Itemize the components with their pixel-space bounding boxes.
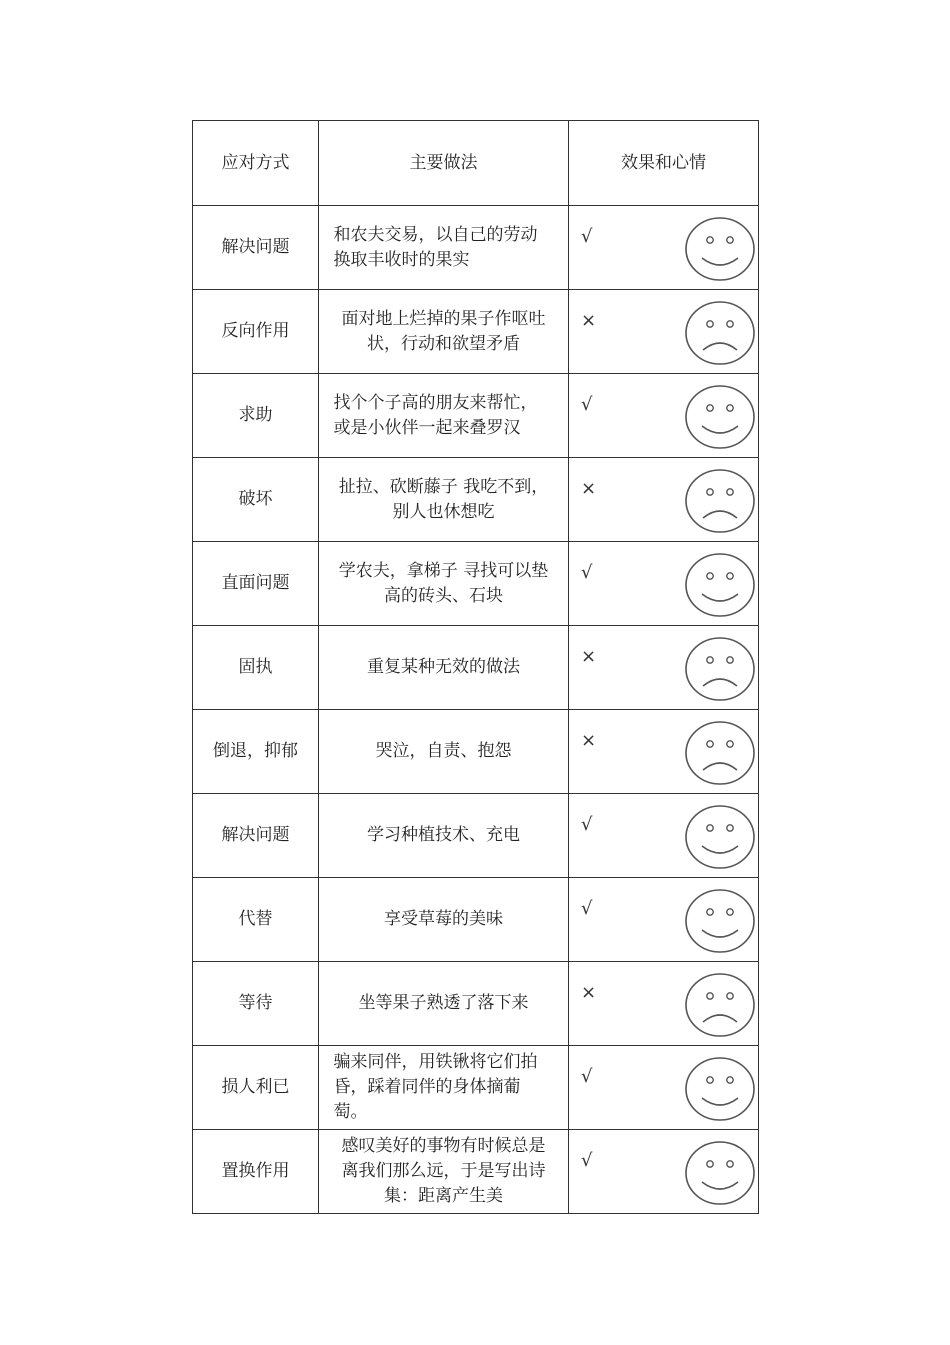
table-row — [193, 290, 759, 374]
header-effect: 效果和心情 — [569, 121, 759, 206]
strategy-cell: 代替 — [193, 878, 319, 962]
smiley-face-icon — [684, 1140, 756, 1206]
method-text: 骗来同伴，用铁锹将它们拍昏，踩着同伴的身体摘葡萄。 — [333, 1052, 538, 1122]
check-mark: √ — [581, 226, 593, 247]
check-mark: √ — [581, 814, 593, 835]
table-row — [193, 542, 759, 626]
sad-face-icon — [684, 636, 756, 702]
method-text: 找个个子高的朋友来帮忙，或是小伙伴一起来叠罗汉 — [333, 392, 538, 438]
table-row — [193, 206, 759, 290]
effect-cell — [569, 458, 759, 542]
strategy-cell: 解决问题 — [193, 794, 319, 878]
method-text: 学习种植技术、充电 — [367, 825, 520, 845]
effect-cell — [569, 542, 759, 626]
method-text: 面对地上烂掉的果子作呕吐状，行动和欲望矛盾 — [341, 308, 546, 354]
check-mark: √ — [581, 394, 593, 415]
method-cell — [319, 1046, 569, 1130]
method-cell — [319, 290, 569, 374]
method-text: 坐等果子熟透了落下来 — [358, 993, 529, 1013]
coping-strategies-table — [192, 120, 759, 1214]
method-cell — [319, 542, 569, 626]
method-text: 和农夫交易，以自己的劳动换取丰收时的果实 — [333, 224, 538, 270]
check-mark: √ — [581, 562, 593, 583]
method-text: 哭泣，自责、抱怨 — [375, 741, 512, 761]
strategy-cell: 损人利已 — [193, 1046, 319, 1130]
table-row — [193, 1130, 759, 1214]
strategy-cell: 固执 — [193, 626, 319, 710]
cross-mark: × — [581, 646, 597, 667]
cross-mark: × — [581, 478, 597, 499]
smiley-face-icon — [684, 1056, 756, 1122]
cross-mark: × — [581, 310, 597, 331]
table-row — [193, 962, 759, 1046]
method-cell — [319, 962, 569, 1046]
effect-cell — [569, 374, 759, 458]
smiley-face-icon — [684, 888, 756, 954]
strategy-cell: 反向作用 — [193, 290, 319, 374]
method-text: 重复某种无效的做法 — [367, 657, 520, 677]
effect-cell — [569, 206, 759, 290]
check-mark: √ — [581, 898, 593, 919]
table-row — [193, 626, 759, 710]
sad-face-icon — [684, 972, 756, 1038]
strategy-cell: 解决问题 — [193, 206, 319, 290]
effect-cell — [569, 794, 759, 878]
method-cell — [319, 206, 569, 290]
header-strategy: 应对方式 — [193, 121, 319, 206]
table-row — [193, 374, 759, 458]
check-mark: √ — [581, 1150, 593, 1171]
effect-cell — [569, 962, 759, 1046]
cross-mark: × — [581, 982, 597, 1003]
method-cell — [319, 374, 569, 458]
method-text: 享受草莓的美味 — [384, 909, 503, 929]
method-cell — [319, 794, 569, 878]
table-row — [193, 710, 759, 794]
check-mark: √ — [581, 1066, 593, 1087]
method-text: 学农夫，拿梯子 寻找可以垫高的砖头、石块 — [338, 560, 549, 606]
smiley-face-icon — [684, 216, 756, 282]
method-text: 扯拉、砍断藤子 我吃不到，别人也休想吃 — [338, 476, 549, 522]
method-cell — [319, 458, 569, 542]
sad-face-icon — [684, 468, 756, 534]
table-row — [193, 878, 759, 962]
method-cell — [319, 626, 569, 710]
effect-cell — [569, 710, 759, 794]
smiley-face-icon — [684, 804, 756, 870]
strategy-cell: 求助 — [193, 374, 319, 458]
cross-mark: × — [581, 730, 597, 751]
table-row — [193, 458, 759, 542]
strategy-cell: 破坏 — [193, 458, 319, 542]
method-text: 感叹美好的事物有时候总是离我们那么远，于是写出诗集：距离产生美 — [341, 1136, 546, 1206]
strategy-cell: 等待 — [193, 962, 319, 1046]
smiley-face-icon — [684, 384, 756, 450]
strategy-cell: 倒退，抑郁 — [193, 710, 319, 794]
smiley-face-icon — [684, 552, 756, 618]
strategy-cell: 置换作用 — [193, 1130, 319, 1214]
method-cell — [319, 1130, 569, 1214]
method-cell — [319, 878, 569, 962]
table-header-row — [193, 121, 759, 206]
table-row — [193, 1046, 759, 1130]
method-cell — [319, 710, 569, 794]
table-row — [193, 794, 759, 878]
effect-cell — [569, 878, 759, 962]
header-method: 主要做法 — [319, 121, 569, 206]
effect-cell — [569, 1130, 759, 1214]
sad-face-icon — [684, 300, 756, 366]
sad-face-icon — [684, 720, 756, 786]
effect-cell — [569, 626, 759, 710]
strategy-cell: 直面问题 — [193, 542, 319, 626]
effect-cell — [569, 290, 759, 374]
effect-cell — [569, 1046, 759, 1130]
